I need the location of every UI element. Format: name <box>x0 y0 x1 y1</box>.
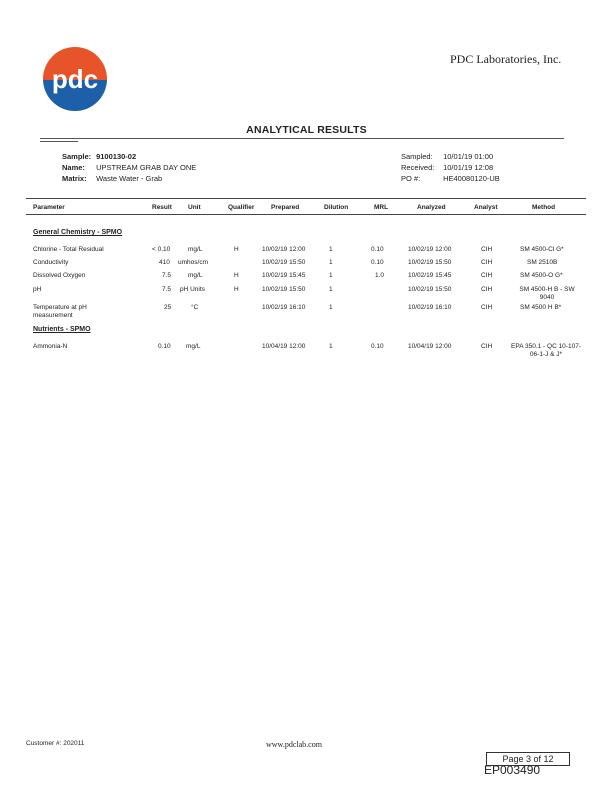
cell-method: SM 4500-Cl G* <box>520 246 564 253</box>
cell-parameter: pH <box>33 286 42 293</box>
cell-method: SM 2510B <box>527 259 558 266</box>
cell-qualifier: H <box>234 246 239 253</box>
cell-result: 0.10 <box>158 343 171 350</box>
cell-unit: pH Units <box>180 286 205 293</box>
cell-result: 7.5 <box>162 286 172 293</box>
cell-mrl: 1.0 <box>375 272 385 279</box>
cell-parameter: Temperature at pH measurement <box>33 304 87 319</box>
cell-analyzed: 10/02/19 16:10 <box>408 304 452 311</box>
cell-unit: °C <box>191 304 199 311</box>
cell-unit: mg/L <box>186 343 201 350</box>
divider <box>26 198 586 199</box>
divider <box>26 214 586 215</box>
cell-dilution: 1 <box>329 304 333 311</box>
page-title: ANALYTICAL RESULTS <box>246 124 367 136</box>
bates-number: EP003490 <box>484 763 541 777</box>
sample-label: Sample: <box>62 152 92 161</box>
po-label: PO #: <box>401 174 421 183</box>
name-value: UPSTREAM GRAB DAY ONE <box>96 163 197 172</box>
cell-unit: umhos/cm <box>178 259 208 266</box>
received-value: 10/01/19 12:08 <box>443 163 494 172</box>
cell-parameter: Dissolved Oxygen <box>33 272 86 279</box>
cell-analyst: CIH <box>481 343 493 350</box>
cell-prepared: 10/02/19 15:50 <box>262 259 306 266</box>
sampled-value: 10/01/19 01:00 <box>443 152 494 161</box>
cell-result: 25 <box>164 304 172 311</box>
header-result: Result <box>152 204 172 211</box>
cell-parameter: Conductivity <box>33 259 69 266</box>
header-unit: Unit <box>188 204 201 211</box>
cell-analyzed: 10/02/19 15:45 <box>408 272 452 279</box>
cell-analyst: CIH <box>481 246 493 253</box>
po-value: HE40080120-UB <box>443 174 500 183</box>
cell-analyzed: 10/02/19 15:50 <box>408 286 452 293</box>
cell-analyzed: 10/02/19 12:00 <box>408 246 452 253</box>
cell-result: < 0.10 <box>152 246 171 253</box>
cell-qualifier: H <box>234 272 239 279</box>
header-qualifier: Qualifier <box>228 204 255 211</box>
header-mrl: MRL <box>374 204 389 211</box>
cell-dilution: 1 <box>329 343 333 350</box>
cell-analyst: CIH <box>481 304 493 311</box>
cell-prepared: 10/02/19 15:50 <box>262 286 306 293</box>
cell-mrl: 0.10 <box>371 343 384 350</box>
header-analyzed: Analyzed <box>417 204 446 211</box>
page-number: Page 3 of 12 <box>486 752 570 766</box>
cell-method: SM 4500 H B* <box>520 304 562 311</box>
cell-prepared: 10/02/19 15:45 <box>262 272 306 279</box>
cell-unit: mg/L <box>188 272 203 279</box>
cell-qualifier: H <box>234 286 239 293</box>
divider <box>40 141 78 142</box>
header-analyst: Analyst <box>474 204 498 211</box>
matrix-value: Waste Water - Grab <box>96 174 163 183</box>
cell-prepared: 10/04/19 12:00 <box>262 343 306 350</box>
cell-analyst: CIH <box>481 272 493 279</box>
cell-result: 410 <box>159 259 170 266</box>
cell-analyzed: 10/02/19 15:50 <box>408 259 452 266</box>
cell-analyzed: 10/04/19 12:00 <box>408 343 452 350</box>
website-link[interactable]: www.pdclab.com <box>266 740 322 749</box>
logo-text: pdc <box>51 64 99 94</box>
header-method: Method <box>532 204 556 211</box>
cell-dilution: 1 <box>329 259 333 266</box>
cell-parameter: Ammonia-N <box>33 343 68 350</box>
header-parameter: Parameter <box>33 204 65 211</box>
cell-prepared: 10/02/19 12:00 <box>262 246 306 253</box>
cell-result: 7.5 <box>162 272 172 279</box>
received-label: Received: <box>401 163 435 172</box>
header-dilution: Dilution <box>324 204 349 211</box>
cell-analyst: CIH <box>481 259 493 266</box>
cell-parameter: Chlorine - Total Residual <box>33 246 104 253</box>
section-title: Nutrients - SPMO <box>33 326 91 333</box>
cell-method: SM 4500-O G* <box>520 272 563 279</box>
company-logo <box>42 46 108 112</box>
matrix-label: Matrix: <box>62 174 87 183</box>
cell-dilution: 1 <box>329 246 333 253</box>
cell-mrl: 0.10 <box>371 246 384 253</box>
cell-prepared: 10/02/19 16:10 <box>262 304 306 311</box>
cell-dilution: 1 <box>329 286 333 293</box>
company-name: PDC Laboratories, Inc. <box>450 52 562 66</box>
cell-method: EPA 350.1 - QC 10-107-06-1-J & J* <box>511 343 581 358</box>
divider <box>40 138 564 139</box>
sample-value: 9100130-02 <box>96 152 137 161</box>
cell-dilution: 1 <box>329 272 333 279</box>
sampled-label: Sampled: <box>401 152 433 161</box>
cell-method: SM 4500-H B - SW 9040 <box>519 286 575 301</box>
cell-unit: mg/L <box>188 246 203 253</box>
section-title: General Chemistry - SPMO <box>33 229 123 236</box>
customer-number: Customer #: 202011 <box>26 740 85 747</box>
sample-info-left <box>62 151 196 184</box>
name-label: Name: <box>62 163 85 172</box>
sample-info-right <box>401 151 500 184</box>
cell-mrl: 0.10 <box>371 259 384 266</box>
header-prepared: Prepared <box>271 204 300 211</box>
cell-analyst: CIH <box>481 286 493 293</box>
